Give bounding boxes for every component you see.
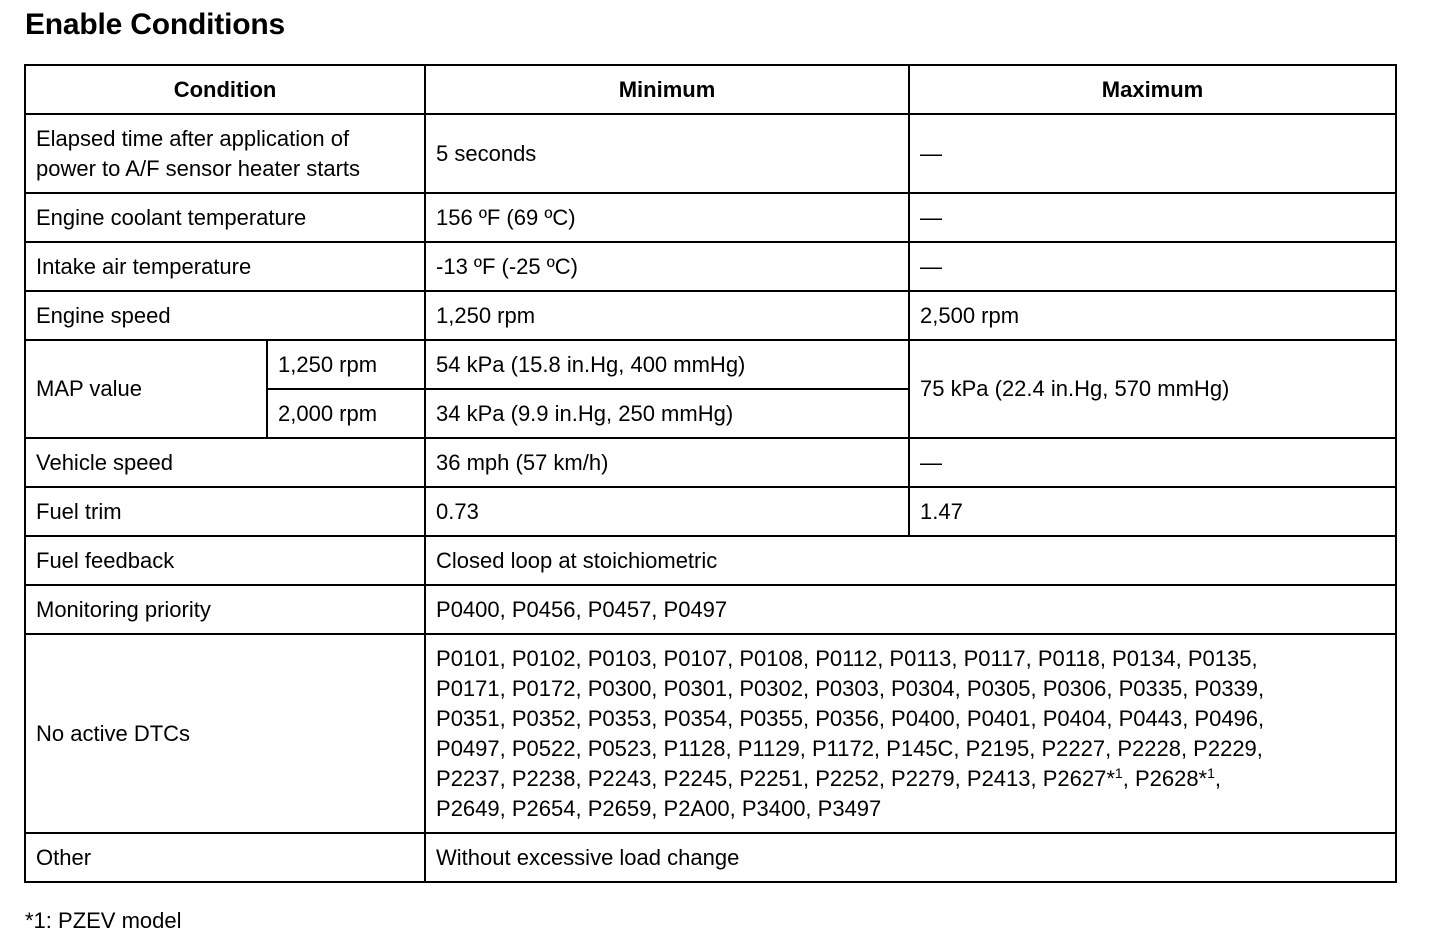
value-cell: Closed loop at stoichiometric <box>425 536 1396 585</box>
footnote-marker: 1 <box>1207 764 1215 781</box>
minimum-cell: 1,250 rpm <box>425 291 909 340</box>
condition-label-line1: Elapsed time after application of <box>36 125 350 151</box>
table-row-vehicle-speed <box>25 438 1396 487</box>
minimum-cell: 0.73 <box>425 487 909 536</box>
maximum-cell: — <box>909 438 1396 487</box>
dtc-line: P2237, P2238, P2243, P2245, P2251, P2252, P2279, P2413, P2627* <box>436 765 1115 791</box>
dtc-list-cell <box>425 634 1396 833</box>
table-row-elapsed-time <box>25 114 1396 193</box>
table-header-row <box>25 65 1396 114</box>
minimum-cell: 5 seconds <box>425 114 909 193</box>
header-minimum: Minimum <box>425 65 909 114</box>
page-title: Enable Conditions <box>25 8 285 41</box>
maximum-cell: — <box>909 114 1396 193</box>
footnote: *1: PZEV model <box>25 908 182 933</box>
header-maximum: Maximum <box>909 65 1396 114</box>
condition-cell: Monitoring priority <box>25 585 425 634</box>
condition-cell: Other <box>25 833 425 882</box>
condition-cell: No active DTCs <box>25 634 425 833</box>
maximum-cell: 2,500 rpm <box>909 291 1396 340</box>
dtc-line: P0101, P0102, P0103, P0107, P0108, P0112, P0113, P0117, P0118, P0134, P0135, <box>436 645 1258 671</box>
dtc-line: P0497, P0522, P0523, P1128, P1129, P1172, P145C, P2195, P2227, P2228, P2229, <box>436 735 1263 761</box>
table-row-intake-air-temp <box>25 242 1396 291</box>
header-condition: Condition <box>25 65 425 114</box>
footnote-marker: 1 <box>1114 764 1123 781</box>
table-row-other <box>25 833 1396 882</box>
dtc-line: , P2628* <box>1122 765 1208 791</box>
minimum-cell: 36 mph (57 km/h) <box>425 438 909 487</box>
table-row-engine-speed <box>25 291 1396 340</box>
maximum-cell: 75 kPa (22.4 in.Hg, 570 mmHg) <box>909 340 1396 438</box>
value-cell: Without excessive load change <box>425 833 1396 882</box>
condition-cell: Vehicle speed <box>25 438 425 487</box>
condition-cell: Engine coolant temperature <box>25 193 425 242</box>
table-row-coolant-temp <box>25 193 1396 242</box>
table-row-no-active-dtcs <box>25 634 1396 833</box>
maximum-cell: — <box>909 193 1396 242</box>
condition-cell: MAP value <box>25 340 267 438</box>
dtc-line: P0351, P0352, P0353, P0354, P0355, P0356, P0400, P0401, P0404, P0443, P0496, <box>436 705 1265 731</box>
minimum-cell: -13 ºF (-25 ºC) <box>425 242 909 291</box>
sub-condition-cell: 1,250 rpm <box>267 340 425 389</box>
value-cell: P0400, P0456, P0457, P0497 <box>425 585 1396 634</box>
dtc-line: P0171, P0172, P0300, P0301, P0302, P0303, P0304, P0305, P0306, P0335, P0339, <box>436 675 1265 701</box>
sub-condition-cell: 2,000 rpm <box>267 389 425 438</box>
condition-cell: Engine speed <box>25 291 425 340</box>
minimum-cell: 156 ºF (69 ºC) <box>425 193 909 242</box>
dtc-line: P2649, P2654, P2659, P2A00, P3400, P3497 <box>436 795 882 821</box>
condition-cell <box>25 114 425 193</box>
table-row-map-value <box>25 340 1396 389</box>
maximum-cell: — <box>909 242 1396 291</box>
table-row-fuel-feedback <box>25 536 1396 585</box>
condition-cell: Fuel trim <box>25 487 425 536</box>
condition-label-line2: power to A/F sensor heater starts <box>36 155 361 181</box>
minimum-cell: 54 kPa (15.8 in.Hg, 400 mmHg) <box>425 340 909 389</box>
table-row-monitoring-priority <box>25 585 1396 634</box>
minimum-cell: 34 kPa (9.9 in.Hg, 250 mmHg) <box>425 389 909 438</box>
condition-cell: Fuel feedback <box>25 536 425 585</box>
table-row-fuel-trim <box>25 487 1396 536</box>
condition-cell: Intake air temperature <box>25 242 425 291</box>
dtc-line: , <box>1214 765 1222 791</box>
enable-conditions-table <box>24 64 1397 883</box>
maximum-cell: 1.47 <box>909 487 1396 536</box>
